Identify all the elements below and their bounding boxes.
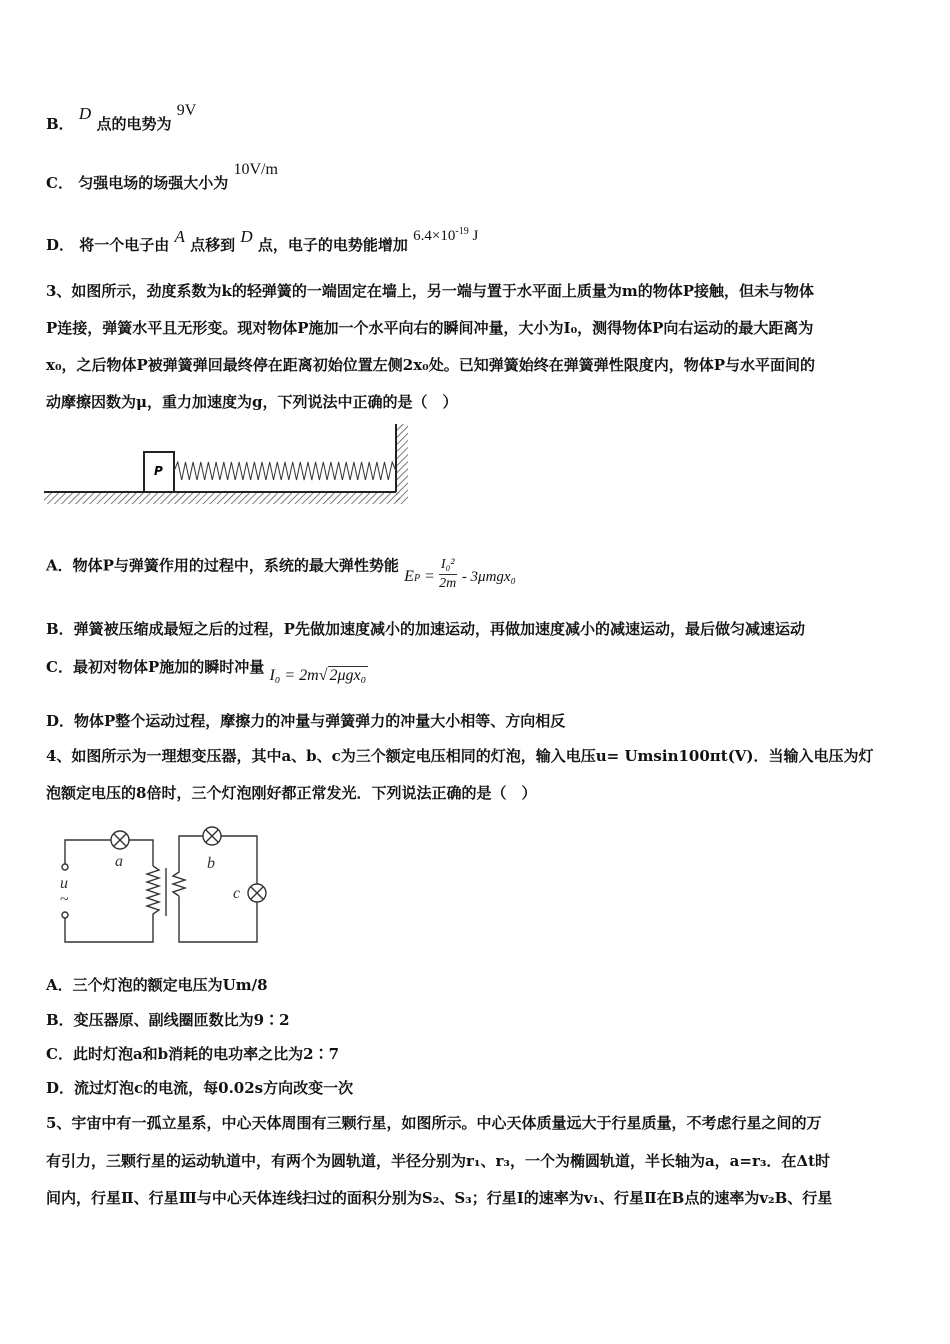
- spring: [174, 462, 396, 480]
- formula-root: 2μgx₀: [329, 667, 367, 684]
- q3-option-c: [46, 657, 368, 684]
- option-text: 点移到: [190, 236, 236, 254]
- energy-sub: P: [413, 572, 421, 584]
- secondary-wire-bottom: [179, 896, 257, 942]
- point-label: D: [78, 104, 92, 123]
- q2-option-b: [46, 102, 197, 135]
- formula-lhs: I₀ = 2m: [269, 667, 319, 684]
- secondary-wire-top-left: [179, 836, 203, 866]
- field-value: 10V/m: [233, 161, 278, 178]
- spring-block-figure: [44, 422, 410, 508]
- block-label: P: [154, 464, 163, 478]
- q3-stem-line1: 3、如图所示，劲度系数为k的轻弹簧的一端固定在墙上，另一端与置于水平面上质量为m的物体P接触，但未与物体: [46, 282, 814, 300]
- potential-value: 9V: [176, 102, 197, 119]
- formula: I₀ = 2m√ 2μgx₀: [269, 667, 367, 684]
- option-text: 将一个电子由: [79, 236, 170, 254]
- label-c: c: [233, 885, 241, 902]
- q2-option-c: [46, 161, 278, 194]
- energy-value-exp: -19: [455, 226, 469, 237]
- formula-lhs: EP =: [404, 567, 439, 585]
- q4-option-d: D．流过灯泡c的电流，每0.02s方向改变一次: [46, 1079, 354, 1097]
- wall-hatch: [396, 424, 408, 504]
- q4-option-b: B．变压器原、副线圈匝数比为9∶2: [46, 1011, 290, 1029]
- q2-option-d: [46, 226, 479, 256]
- primary-wire-bottom: [65, 918, 153, 942]
- point-label: D: [240, 227, 253, 246]
- q4-stem-line1: 4、如图所示为一理想变压器，其中a、b、c为三个额定电压相同的灯泡，输入电压u= Umsin100πt(V)．当输入电压为灯: [46, 747, 874, 765]
- primary-wire-top-left: [65, 840, 111, 864]
- terminal-top: [62, 864, 68, 870]
- primary-coil: [147, 866, 159, 918]
- energy-value-base: 6.4×10: [413, 228, 456, 244]
- q3-stem-line2: P连接，弹簧水平且无形变。现对物体P施加一个水平向右的瞬间冲量，大小为I₀，测得物体P向右运动的最大距离为: [46, 319, 814, 337]
- q3-option-b: B．弹簧被压缩成最短之后的过程，P先做加速度减小的加速运动，再做加速度减小的减速运动，最后做匀减速运动: [46, 620, 805, 638]
- label-tilde: ~: [60, 891, 69, 908]
- option-text: 匀强电场的场强大小为: [78, 174, 229, 192]
- q5-stem-line1: 5、宇宙中有一孤立星系，中心天体周围有三颗行星，如图所示。中心天体质量远大于行星质量，不考虑行星之间的万: [46, 1114, 822, 1132]
- primary-wire-top-right: [129, 840, 153, 866]
- energy-value-unit: J: [472, 228, 479, 244]
- q4-option-c: C．此时灯泡a和b消耗的电功率之比为2∶7: [46, 1045, 340, 1063]
- secondary-coil: [173, 866, 185, 896]
- q4-stem-line2: 泡额定电压的8倍时，三个灯泡刚好都正常发光．下列说法正确的是（ ）: [46, 784, 537, 802]
- q5-stem-line2: 有引力，三颗行星的运动轨道中，有两个为圆轨道，半径分别为r₁、r₃，一个为椭圆轨道，半长轴为a，a=r₃．在Δt时: [46, 1152, 830, 1170]
- ground-hatch: [44, 492, 400, 504]
- option-text: 点的电势为: [96, 115, 172, 133]
- formula-rest: - 3μmgx₀: [461, 568, 516, 585]
- q3-stem-line3: x₀，之后物体P被弹簧弹回最终停在距离初始位置左侧2x₀处。已知弹簧始终在弹簧弹性限度内，物体P与水平面间的: [46, 356, 816, 374]
- label-a: a: [115, 853, 123, 870]
- q4-option-a: A．三个灯泡的额定电压为Um/8: [46, 976, 268, 994]
- fraction: [439, 556, 457, 593]
- q3-stem-line4: 动摩擦因数为μ，重力加速度为g，下列说法中正确的是（ ）: [46, 393, 458, 411]
- option-prefix: B．: [46, 115, 74, 133]
- label-u: u: [60, 875, 68, 892]
- option-text: 点，电子的电势能增加: [257, 236, 408, 254]
- option-prefix: D．: [46, 236, 75, 254]
- option-text: A．物体P与弹簧作用的过程中，系统的最大弹性势能: [46, 556, 399, 575]
- secondary-wire-top-right: [221, 836, 257, 884]
- option-prefix: C．: [46, 174, 73, 192]
- transformer-circuit: [55, 826, 275, 950]
- q3-option-d: D．物体P整个运动过程，摩擦力的冲量与弹簧弹力的冲量大小相等、方向相反: [46, 712, 566, 730]
- option-text: C．最初对物体P施加的瞬时冲量: [46, 658, 265, 676]
- point-label: A: [174, 227, 185, 246]
- terminal-bottom: [62, 912, 68, 918]
- q5-stem-line3: 间内，行星Ⅱ、行星Ⅲ与中心天体连线扫过的面积分别为S₂、S₃；行星Ⅰ的速率为v₁、行星Ⅱ在B点的速率为v₂B、行星: [46, 1189, 833, 1207]
- label-b: b: [207, 855, 215, 872]
- fraction-numerator: I₀²: [439, 556, 457, 575]
- fraction-denominator: 2m: [439, 576, 457, 591]
- energy-symbol: E: [404, 567, 414, 585]
- q3-option-a: [46, 548, 516, 591]
